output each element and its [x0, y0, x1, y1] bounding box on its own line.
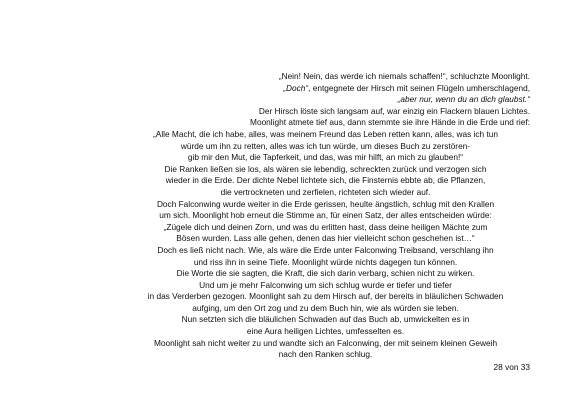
text-line [121, 141, 530, 153]
text-segment: würde um ihn zu retten, alles was ich tun würde, um dieses Buch zu zerstören- [180, 140, 471, 151]
text-line [121, 71, 530, 83]
text-segment: Doch Falconwing wurde weiter in die Erde gerissen, heulte ängstlich, schlug mit den Krallen [156, 198, 495, 209]
text-line [121, 106, 530, 118]
text-segment: „Alle Macht, die ich habe, alles, was meinem Freund das Leben retten kann, alles, was ich tun [153, 128, 498, 139]
text-line [121, 349, 530, 361]
text-segment: „Zügele dich und deinen Zorn, und was du erlitten hast, dass deine heiligen Mächte zum [163, 221, 488, 232]
text-line [121, 164, 530, 176]
text-line [121, 94, 530, 106]
text-segment: und riss ihn in seine Tiefe. Moonlight würde nichts dagegen tun können. [193, 256, 458, 267]
text-line [121, 291, 530, 303]
text-segment: Moonlight sah nicht weiter zu und wandte sich an Falconwing, der mit seinem kleinen Geweih [153, 337, 498, 348]
story-text [121, 71, 530, 361]
text-segment: Der Hirsch löste sich langsam auf, war einzig ein Flackern blauen Lichtes. [258, 105, 530, 116]
text-segment: um sich. Moonlight hob erneut die Stimme an, für einen Satz, der alles entscheiden würde: [159, 210, 492, 221]
text-line [121, 187, 530, 199]
text-line [121, 338, 530, 350]
italic-text-segment: „aber nur, wenn du an dich glaubst.“ [397, 94, 530, 105]
text-line [121, 314, 530, 326]
text-line [121, 280, 530, 292]
text-line [121, 326, 530, 338]
page-number: 28 von 33 [493, 362, 530, 372]
text-line [121, 233, 530, 245]
text-segment: Und um je mehr Falconwing um sich schlug wurde er tiefer und tiefer [199, 279, 452, 290]
text-line [121, 245, 530, 257]
text-line [121, 210, 530, 222]
text-line [121, 175, 530, 187]
text-segment: aufging, um den Ort zog und zu dem Buch hin, wie als würden sie leben. [192, 302, 459, 313]
text-segment: Doch es ließ nicht nach. Wie, als wäre die Erde unter Falconwing Treibsand, verschlang ihn [157, 244, 494, 255]
text-segment: in das Verderben gezogen. Moonlight sah zu dem Hirsch auf, der bereits in bläulichen Schwaden [147, 291, 504, 302]
text-segment: Bösen wurden. Lass alle gehen, denen das hier vielleicht schon geschehen ist…“ [176, 233, 475, 244]
text-segment: Die Worte die sie sagten, die Kraft, die sich darin verbarg, schien nicht zu wirken. [176, 268, 475, 279]
text-segment: nach den Ranken schlug. [278, 349, 373, 360]
text-segment: die vertrockneten und zerfielen, richteten sich wieder auf. [220, 186, 431, 197]
text-segment: „Nein! Nein, das werde ich niemals schaffen!“, schluchzte Moonlight. [278, 71, 530, 81]
text-segment: Nun setzten sich die bläulichen Schwaden auf das Buch ab, umwickelten es in [181, 314, 470, 325]
text-line [121, 117, 530, 129]
text-line [121, 129, 530, 141]
text-segment: gib mir den Mut, die Tapferkeit, und das, was mir hilft, an mich zu glauben!“ [187, 152, 464, 163]
text-segment: Die Ranken ließen sie los, als wären sie lebendig, schreckten zurück und verzogen sich [164, 163, 487, 174]
text-line [121, 199, 530, 211]
text-segment: eine Aura heiligen Lichtes, umfesselten es. [246, 326, 405, 337]
text-line [121, 83, 530, 95]
text-line [121, 303, 530, 315]
text-segment: , entgegnete der Hirsch mit seinen Flügeln umherschlagend, [308, 82, 530, 93]
text-line [121, 257, 530, 269]
italic-text-segment: „Doch“ [283, 82, 309, 93]
text-line [121, 222, 530, 234]
text-line [121, 268, 530, 280]
text-segment: Moonlight atmete tief aus, dann stemmte sie ihre Hände in die Erde und rief: [250, 117, 530, 128]
text-segment: wieder in die Erde. Der dichte Nebel lichtete sich, die Finsternis ebbte ab, die Pflanzen, [165, 175, 486, 186]
text-line [121, 152, 530, 164]
